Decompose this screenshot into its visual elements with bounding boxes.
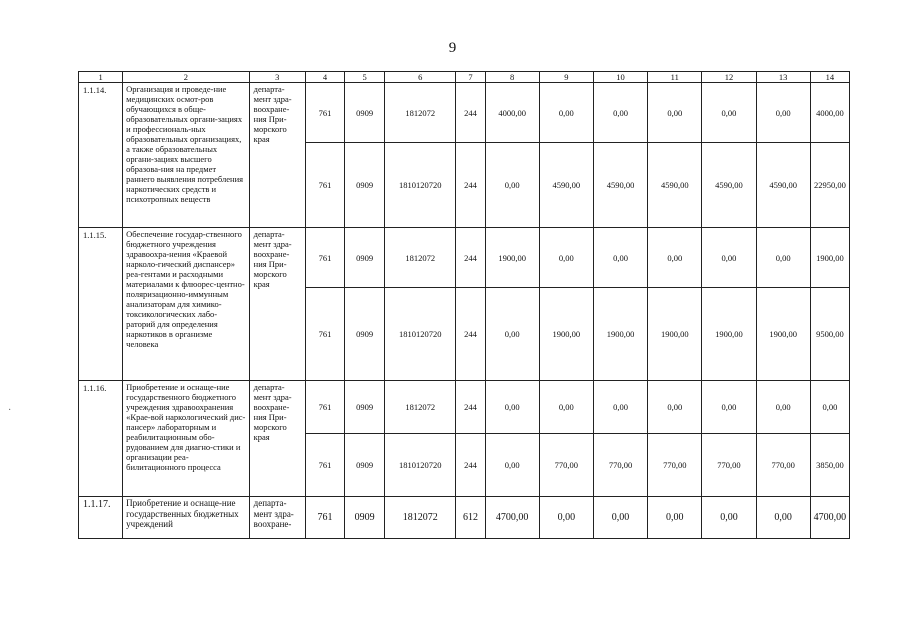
cell: 244 bbox=[456, 143, 485, 228]
row-department: департа-мент здра-воохране-ния При-морского края bbox=[249, 83, 305, 228]
cell: 244 bbox=[456, 288, 485, 381]
cell: 0,00 bbox=[593, 228, 647, 288]
column-numbers-row bbox=[79, 72, 850, 83]
column-header: 9 bbox=[539, 72, 593, 83]
cell: 770,00 bbox=[539, 434, 593, 497]
cell: 0909 bbox=[345, 497, 385, 539]
cell: 0,00 bbox=[485, 434, 539, 497]
cell: 0,00 bbox=[593, 83, 647, 143]
cell: 0,00 bbox=[810, 381, 849, 434]
cell: 1900,00 bbox=[539, 288, 593, 381]
cell: 0,00 bbox=[648, 381, 702, 434]
row-description: Обеспечение государ-ственного бюджетного учреждения здравоохра-нения «Краевой нарколо-гический диспансер» реа-гентами и расходными материалами к флюорес-центно-поляризационно-иммунным анализаторам для химико-токсикологических лабо-раторий для определения наркотиков в организме человека bbox=[123, 228, 249, 381]
cell: 0,00 bbox=[485, 381, 539, 434]
cell: 244 bbox=[456, 83, 485, 143]
cell: 1812072 bbox=[385, 381, 456, 434]
cell: 4000,00 bbox=[485, 83, 539, 143]
cell: 4700,00 bbox=[485, 497, 539, 539]
cell: 0,00 bbox=[756, 381, 810, 434]
cell: 1900,00 bbox=[648, 288, 702, 381]
cell: 0909 bbox=[345, 381, 385, 434]
cell: 1900,00 bbox=[702, 288, 756, 381]
cell: 3850,00 bbox=[810, 434, 849, 497]
cell: 0,00 bbox=[539, 83, 593, 143]
cell: 1812072 bbox=[385, 228, 456, 288]
cell: 761 bbox=[305, 288, 344, 381]
cell: 612 bbox=[456, 497, 485, 539]
column-header: 3 bbox=[249, 72, 305, 83]
cell: 244 bbox=[456, 381, 485, 434]
cell: 1900,00 bbox=[756, 288, 810, 381]
cell: 4700,00 bbox=[810, 497, 849, 539]
cell: 770,00 bbox=[702, 434, 756, 497]
table-row bbox=[79, 228, 850, 288]
cell: 0909 bbox=[345, 83, 385, 143]
cell: 0909 bbox=[345, 228, 385, 288]
cell: 244 bbox=[456, 434, 485, 497]
row-description: Приобретение и оснаще-ние государственного бюджетного учреждения здравоохранения «Крае-вой наркологический дис-пансер» лабораторным и реабилитационным обо-рудованием для диагно-стики и организации реа-билитационного процесса bbox=[123, 381, 249, 497]
cell: 1812072 bbox=[385, 497, 456, 539]
cell: 0,00 bbox=[756, 497, 810, 539]
cell: 22950,00 bbox=[810, 143, 849, 228]
table-row bbox=[79, 381, 850, 434]
cell: 0,00 bbox=[539, 381, 593, 434]
cell: 0,00 bbox=[485, 288, 539, 381]
cell: 770,00 bbox=[756, 434, 810, 497]
row-department: департа-мент здра-воохране- bbox=[249, 497, 305, 539]
cell: 0,00 bbox=[702, 228, 756, 288]
cell: 761 bbox=[305, 381, 344, 434]
cell: 761 bbox=[305, 83, 344, 143]
cell: 1810120720 bbox=[385, 434, 456, 497]
row-description: Организация и проведе-ние медицинских осмот-ров обучающихся в обще-образовательных органи-зациях и профессиональ-ных образовательных организациях, а также образовательных органи-зациях высшего образова-ния на предмет раннего выявления потребления наркотических средств и психотропных веществ bbox=[123, 83, 249, 228]
cell: 770,00 bbox=[648, 434, 702, 497]
cell: 0,00 bbox=[648, 83, 702, 143]
page-number: 9 bbox=[448, 40, 457, 56]
cell: 761 bbox=[305, 497, 344, 539]
cell: 0909 bbox=[345, 288, 385, 381]
column-header: 13 bbox=[756, 72, 810, 83]
cell: 0,00 bbox=[648, 497, 702, 539]
cell: 1810120720 bbox=[385, 288, 456, 381]
cell: 770,00 bbox=[593, 434, 647, 497]
cell: 0,00 bbox=[756, 83, 810, 143]
cell: 761 bbox=[305, 143, 344, 228]
cell: 0,00 bbox=[648, 228, 702, 288]
cell: 4590,00 bbox=[756, 143, 810, 228]
row-department: департа-мент здра-воохране-ния При-морского края bbox=[249, 381, 305, 497]
cell: 0909 bbox=[345, 143, 385, 228]
cell: 1900,00 bbox=[810, 228, 849, 288]
table-row bbox=[79, 83, 850, 143]
cell: 0909 bbox=[345, 434, 385, 497]
cell: 4000,00 bbox=[810, 83, 849, 143]
cell: 4590,00 bbox=[702, 143, 756, 228]
row-description: Приобретение и оснаще-ние государственных бюджетных учреждений bbox=[123, 497, 249, 539]
cell: 0,00 bbox=[593, 497, 647, 539]
column-header: 4 bbox=[305, 72, 344, 83]
column-header: 8 bbox=[485, 72, 539, 83]
column-header: 14 bbox=[810, 72, 849, 83]
cell: 4590,00 bbox=[539, 143, 593, 228]
cell: 0,00 bbox=[539, 228, 593, 288]
cell: 0,00 bbox=[702, 83, 756, 143]
cell: 0,00 bbox=[593, 381, 647, 434]
row-id: 1.1.17. bbox=[79, 497, 123, 539]
table-row bbox=[79, 497, 850, 539]
column-header: 6 bbox=[385, 72, 456, 83]
cell: 1900,00 bbox=[485, 228, 539, 288]
cell: 0,00 bbox=[702, 497, 756, 539]
cell: 0,00 bbox=[756, 228, 810, 288]
cell: 761 bbox=[305, 228, 344, 288]
column-header: 5 bbox=[345, 72, 385, 83]
column-header: 2 bbox=[123, 72, 249, 83]
cell: 761 bbox=[305, 434, 344, 497]
row-department: департа-мент здра-воохране-ния При-морского края bbox=[249, 228, 305, 381]
cell: 1900,00 bbox=[593, 288, 647, 381]
row-id: 1.1.15. bbox=[79, 228, 123, 381]
row-id: 1.1.14. bbox=[79, 83, 123, 228]
row-id: 1.1.16. bbox=[79, 381, 123, 497]
cell: 1812072 bbox=[385, 83, 456, 143]
column-header: 1 bbox=[79, 72, 123, 83]
budget-table bbox=[78, 71, 850, 539]
cell: 0,00 bbox=[485, 143, 539, 228]
cell: 244 bbox=[456, 228, 485, 288]
scan-mark: · bbox=[8, 405, 12, 416]
column-header: 7 bbox=[456, 72, 485, 83]
cell: 4590,00 bbox=[593, 143, 647, 228]
cell: 1810120720 bbox=[385, 143, 456, 228]
column-header: 12 bbox=[702, 72, 756, 83]
cell: 4590,00 bbox=[648, 143, 702, 228]
cell: 0,00 bbox=[702, 381, 756, 434]
column-header: 11 bbox=[648, 72, 702, 83]
cell: 9500,00 bbox=[810, 288, 849, 381]
column-header: 10 bbox=[593, 72, 647, 83]
cell: 0,00 bbox=[539, 497, 593, 539]
